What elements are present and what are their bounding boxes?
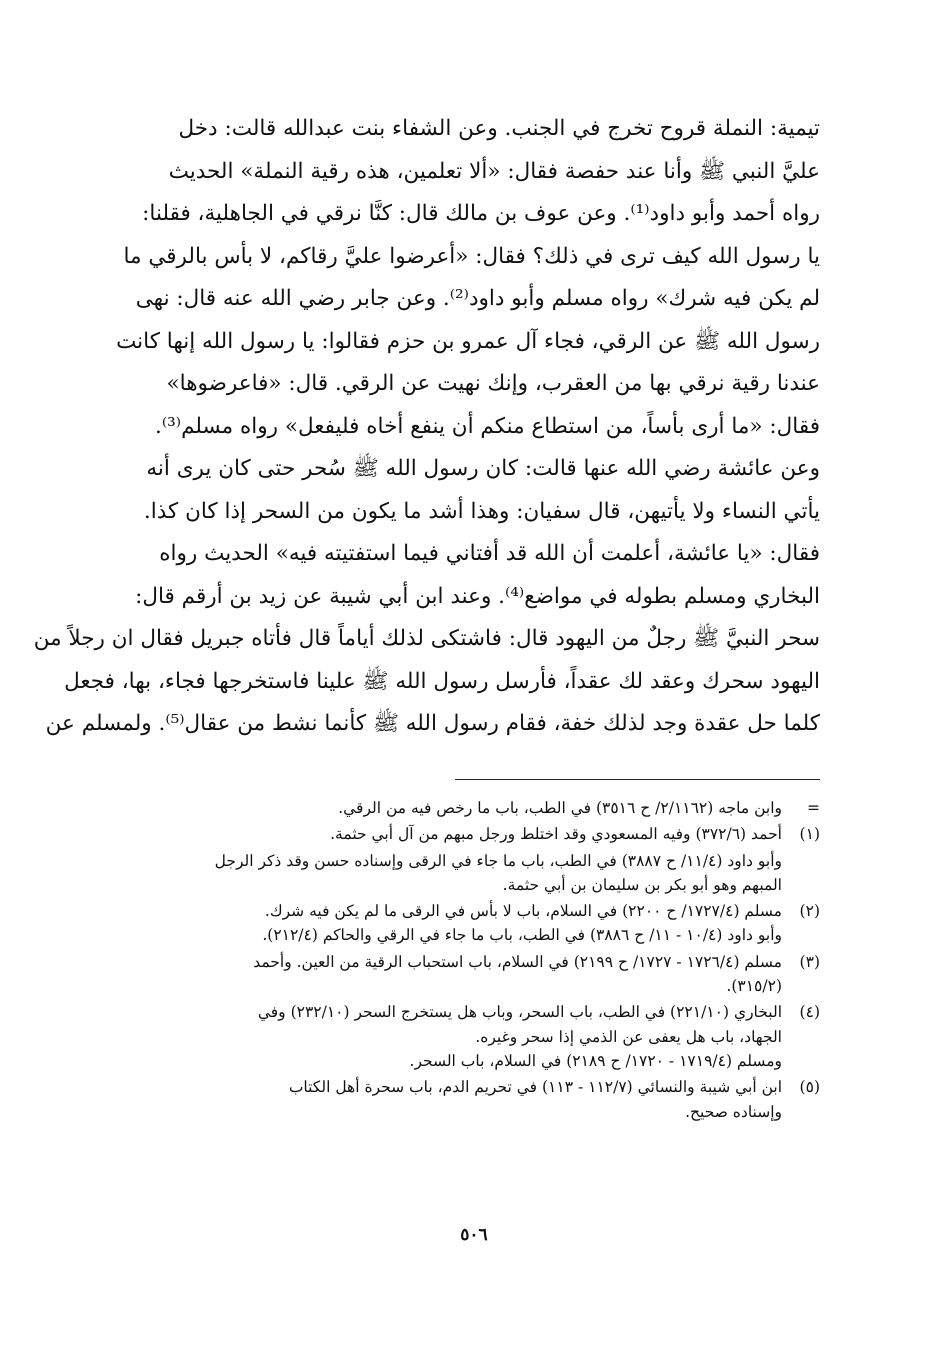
footnotes bbox=[120, 796, 820, 1126]
text-line: يأتي النساء ولا يأتيهن، قال سفيان: وهذا أشد ما يكون من السحر إذا كان كذا. bbox=[143, 498, 820, 524]
footnote-marker bbox=[782, 849, 820, 898]
text-line: تيمية: النملة قروح تخرج في الجنب. وعن الشفاء بنت عبدالله قالت: دخل bbox=[178, 116, 820, 141]
text-line: وعن عائشة رضي الله عنها قالت: كان رسول الله ﷺ سُحر حتى كان يرى أنه bbox=[146, 456, 820, 481]
footnote-line: مسلم (١٧٢٦/٤ - ١٧٢٧/ ح ٢١٩٩) في السلام، باب استحباب الرقية من العين. وأحمد bbox=[253, 952, 782, 971]
text-line: رواه أحمد وأبو داود⁽¹⁾. وعن عوف بن مالك قال: كنَّا نرقي في الجاهلية، فقلنا: bbox=[142, 201, 820, 226]
text-line: سحر النبيَّ ﷺ رجلٌ من اليهود قال: فاشتكى لذلك أياماً قال فأتاه جبريل فقال ان رجلاً من bbox=[33, 626, 820, 651]
text-line: لم يكن فيه شرك» رواه مسلم وأبو داود⁽²⁾. وعن جابر رضي الله عنه قال: نهى bbox=[135, 286, 820, 311]
footnote-line: البخاري (٢٢١/١٠) في الطب، باب السحر، وباب هل يستخرج السحر (٢٣٢/١٠) وفي bbox=[257, 1003, 782, 1022]
footnote-marker: (٥) bbox=[799, 1078, 820, 1097]
footnote-2 bbox=[120, 899, 820, 948]
footnote-1 bbox=[120, 822, 820, 846]
text-line: عليَّ النبي ﷺ وأنا عند حفصة فقال: «ألا تعلمين، هذه رقية النملة» الحديث bbox=[168, 158, 820, 184]
main-text bbox=[33, 108, 820, 746]
text-line: رسول الله ﷺ عن الرقي، فجاء آل عمرو بن حزم فقالوا: يا رسول الله إنها كانت bbox=[116, 328, 820, 354]
footnote-line: الجهاد، باب هل يعفى عن الذمي إذا سحر وغيره. bbox=[475, 1027, 782, 1046]
footnote-marker: (٤) bbox=[799, 1003, 820, 1022]
footnote-line: وابن ماجه (٢/١١٦٢/ ح ٣٥١٦) في الطب، باب ما رخص فيه من الرقي. bbox=[338, 799, 782, 817]
page-number: ٥٠٦ bbox=[460, 1225, 488, 1245]
footnote-line: ومسلم (١٧١٩/٤ - ١٧٢٠/ ح ٢١٨٩) في السلام، باب السحر. bbox=[409, 1051, 782, 1070]
text-line: كلما حل عقدة وجد لذلك خفة، فقام رسول الله ﷺ كأنما نشط من عقال⁽⁵⁾. ولمسلم عن bbox=[45, 711, 820, 736]
footnote-marker: (٣) bbox=[799, 952, 820, 971]
footnote-line: المبهم وهو أبو بكر بن سليمان بن أبي حثمة. bbox=[502, 875, 782, 894]
text-line: يا رسول الله كيف ترى في ذلك؟ فقال: «أعرضوا عليَّ رقاكم، لا بأس بالرقي ما bbox=[123, 243, 820, 269]
footnote-line: وإسناده صحيح. bbox=[685, 1102, 782, 1121]
footnote-line: (٣١٥/٢). bbox=[726, 977, 782, 996]
footnote-marker: (٢) bbox=[799, 902, 820, 921]
text-line: اليهود سحرك وعقد لك عقداً، فأرسل رسول الله ﷺ علينا فاستخرجها فجاء، بها، فجعل bbox=[64, 668, 820, 694]
text-line: عندنا رقية نرقي بها من العقرب، وإنك نهيت عن الرقي. قال: «فاعرضوها» bbox=[166, 371, 820, 396]
footnote-5 bbox=[120, 1075, 820, 1124]
footnote-4 bbox=[120, 1000, 820, 1073]
footnote-line: وأبو داود (١١/٤/ ح ٣٨٨٧) في الطب، باب ما جاء في الرقى وإسناده حسن وقد ذكر الرجل bbox=[214, 851, 782, 870]
footnote-separator bbox=[455, 779, 820, 780]
footnote-line: مسلم (١٧٢٧/٤/ ح ٢٢٠٠) في السلام، باب لا بأس في الرقى ما لم يكن فيه شرك. bbox=[264, 902, 782, 921]
text-line: البخاري ومسلم بطوله في مواضع⁽⁴⁾. وعند ابن أبي شيبة عن زيد بن أرقم قال: bbox=[135, 583, 820, 609]
footnote-line: وأبو داود (١٠/٤ - ١١/ ح ٣٨٨٦) في الطب، باب ما جاء في الرقي والحاكم (٢١٢/٤). bbox=[262, 926, 782, 945]
text-line: فقال: «يا عائشة، أعلمت أن الله قد أفتاني فيما استفتيته فيه» الحديث رواه bbox=[159, 541, 820, 566]
footnote-1-cont bbox=[120, 849, 820, 898]
footnote-continuation bbox=[120, 796, 820, 820]
footnote-3 bbox=[120, 950, 820, 999]
text-line: فقال: «ما أرى بأساً، من استطاع منكم أن ينفع أخاه فليفعل» رواه مسلم⁽³⁾. bbox=[155, 413, 820, 439]
footnote-line: ابن أبي شيبة والنسائي (١١٢/٧ - ١١٣) في تحريم الدم، باب سحرة أهل الكتاب bbox=[288, 1078, 782, 1097]
footnote-marker: (١) bbox=[799, 825, 820, 844]
footnote-line: أحمد (٣٧٢/٦) وفيه المسعودي وقد اختلط ورجل مبهم من آل أبي حثمة. bbox=[330, 825, 782, 844]
footnote-marker: = bbox=[807, 799, 820, 817]
